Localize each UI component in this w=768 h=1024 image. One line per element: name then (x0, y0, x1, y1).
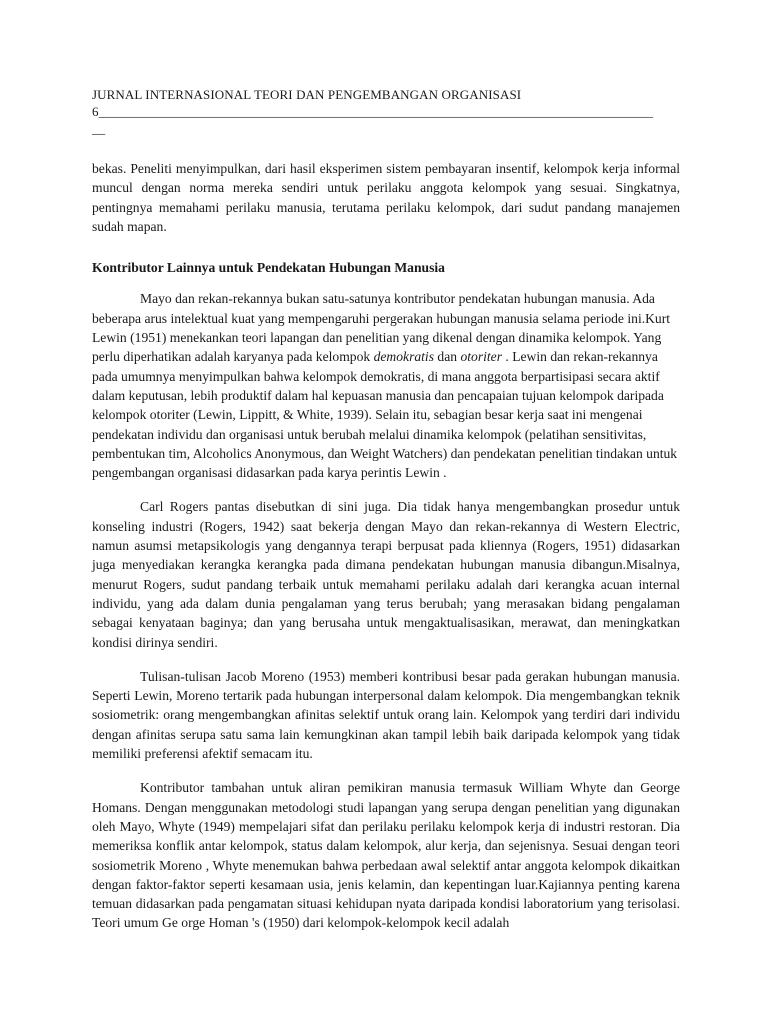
paragraph-lewin (92, 289, 680, 482)
journal-title: JURNAL INTERNASIONAL TEORI DAN PENGEMBANGAN ORGANISASI (92, 87, 522, 102)
paragraph-whyte-homans: Kontributor tambahan untuk aliran pemikiran manusia termasuk William Whyte dan George Homans. Dengan menggunakan metodologi studi lapangan yang serupa dengan penelitian yang digunakan oleh Mayo, Whyte (1949) mempelajari sifat dan perilaku perilaku kelompok kerja di industri restoran. Dia memeriksa konflik antar kelompok, status dalam kelompok, alur kerja, dan sejenisnya. Sesuai dengan teori sosiometrik Moreno , Whyte menemukan bahwa perbedaan awal selektif antar anggota kelompok dikaitkan dengan faktor-faktor seperti kesamaan usia, jenis kelamin, dan kepentingan luar.Kajiannya penting karena temuan didasarkan pada pengamatan situasi kehidupan nyata daripada kondisi laboratorium yang terisolasi. Teori umum Ge orge Homan 's (1950) dari kelompok-kelompok kecil adalah (92, 780, 680, 931)
header-rule-line: ____________________________________________________________________________________ (98, 104, 654, 119)
emphasis-demokratis: demokratis (373, 349, 435, 365)
running-header (92, 86, 676, 137)
page-number: 6 (92, 104, 99, 119)
paragraph-lewin-text-3: . Lewin dan rekan-rekannya pada umumnya menyimpulkan bahwa kelompok demokratis, di mana anggota berpartisipasi secara aktif dalam keputusan, lebih produktif dalam hal kepuasan manusia dan pencapaian tujuan kelompok daripada kelompok otoriter (Lewin, Lippitt, & White, 1939). Selain itu, sebagian besar kerja saat ini mengenai pendekatan individu dan organisasi untuk berubah melalui dinamika kelompok (pelatihan sensitivitas, pembentukan tim, Alcoholics Anonymous, dan Weight Watchers) dan pendekatan penelitian tindakan untuk pengembangan organisasi didasarkan pada karya perintis Lewin . (92, 349, 678, 481)
paragraph-lewin-text-2: dan (434, 349, 461, 365)
paragraph-moreno: Tulisan-tulisan Jacob Moreno (1953) memberi kontribusi besar pada gerakan hubungan manusia. Seperti Lewin, Moreno tertarik pada hubungan interpersonal dalam kelompok. Dia mengembangkan teknik sosiometrik: orang mengembangkan afinitas selektif untuk orang lain. Kelompok yang terdiri dari individu dengan afinitas serupa satu sama lain kemungkinan akan tampil lebih baik daripada kelompok yang tidak memiliki preferensi afektif semacam itu. (92, 668, 680, 762)
section-heading: Kontributor Lainnya untuk Pendekatan Hubungan Manusia (92, 260, 445, 276)
page-body (92, 159, 680, 933)
header-rule (92, 103, 676, 120)
paragraph-continued: bekas. Peneliti menyimpulkan, dari hasil eksperimen sistem pembayaran insentif, kelompok kerja informal muncul dengan norma mereka sendiri untuk perilaku anggota kelompok yang sesuai. Singkatnya, pentingnya memahami perilaku manusia, terutama perilaku kelompok, dari sudut pandang manajemen sudah mapan. (92, 161, 680, 234)
emphasis-otoriter: otoriter (460, 349, 502, 365)
paragraph-rogers: Carl Rogers pantas disebutkan di sini juga. Dia tidak hanya mengembangkan prosedur untuk konseling industri (Rogers, 1942) saat bekerja dengan Mayo dan rekan-rekannya di Western Electric, namun asumsi metapsikologis yang dengannya terapi berpusat pada kliennya (Rogers, 1951) didasarkan juga menyediakan kerangka kerangka pada dimana pendekatan hubungan manusia dibangun.Misalnya, menurut Rogers, sudut pandang terbaik untuk memahami perilaku adalah dari kerangka acuan internal individu, yang ada dalam dunia pengalaman yang terus berubah; yang merasakan bidang pengalaman sebagai kenyataan baginya; dan yang berusaha untuk mengaktualisasikan, merawat, dan meningkatkan kondisi dirinya sendiri. (92, 499, 680, 650)
header-rule-tail: __ (92, 121, 106, 136)
paragraph-lewin-text-1: Mayo dan rekan-rekannya bukan satu-satunya kontributor pendekatan hubungan manusia. Ada beberapa arus intelektual kuat yang mempengaruhi pergerakan hubungan manusia selama periode ini.Kurt Lewin (1951) menekankan teori lapangan dan penelitian yang dikenal dengan dinamika kelompok. Yang perlu diperhatikan adalah karyanya pada kelompok (92, 291, 671, 365)
